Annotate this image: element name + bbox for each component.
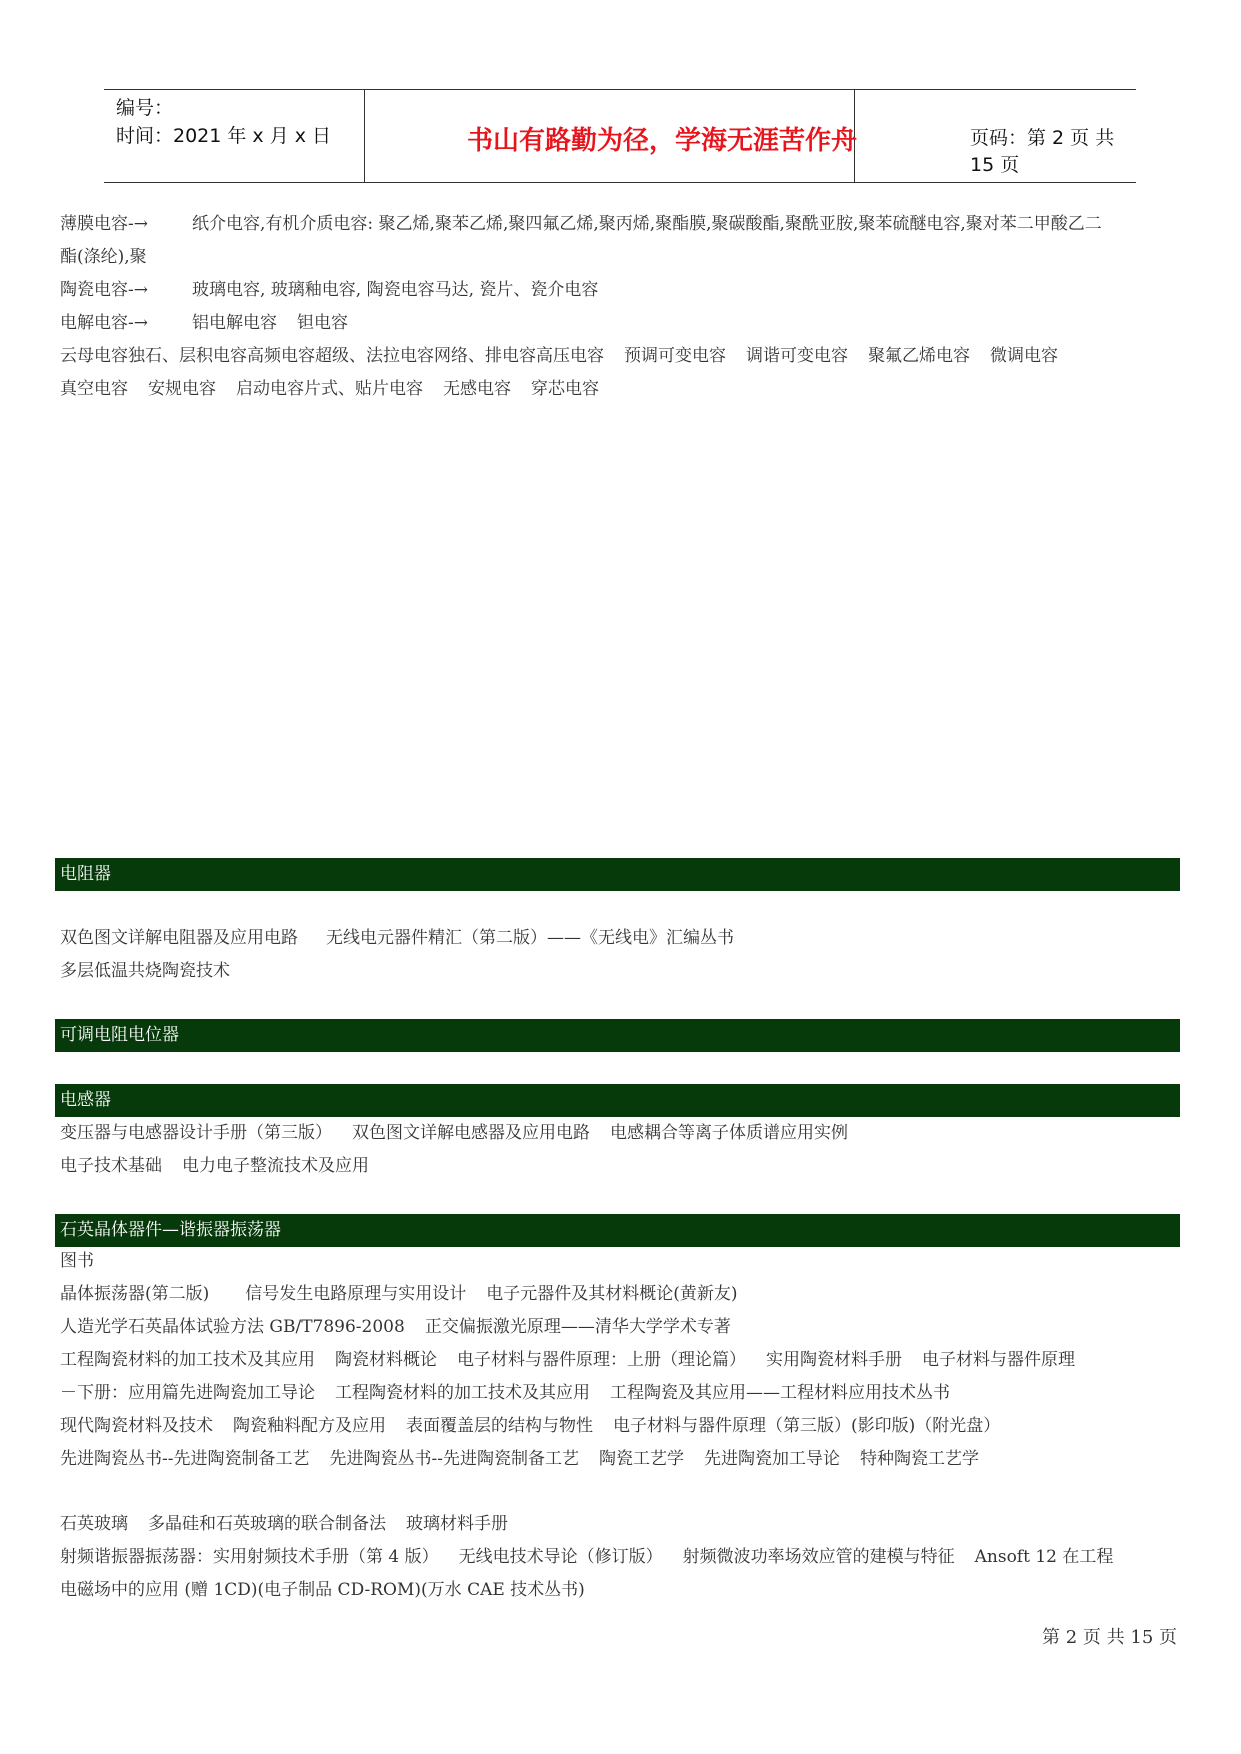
text-line: 电解电容-→ 铝电解电容 钽电容	[60, 313, 348, 333]
text-line: 工程陶瓷材料的加工技术及其应用 陶瓷材料概论 电子材料与器件原理：上册（理论篇） 实用陶瓷材料手册 电子材料与器件原理	[60, 1350, 1075, 1370]
section-header-quartz: 石英晶体器件—谐振器振荡器	[55, 1214, 1180, 1247]
header-meta	[116, 94, 331, 150]
text-line: 射频谐振器振荡器：实用射频技术手册（第 4 版） 无线电技术导论（修订版） 射频微波功率场效应管的建模与特征 Ansoft 12 在工程	[60, 1547, 1114, 1567]
text-line: 电磁场中的应用 (赠 1CD)(电子制品 CD-ROM)(万水 CAE 技术丛书)	[60, 1580, 585, 1600]
text-line: 薄膜电容-→ 纸介电容,有机介质电容: 聚乙烯,聚苯乙烯,聚四氟乙烯,聚丙烯,聚酯膜,聚碳酸酯,聚酰亚胺,聚苯硫醚电容,聚对苯二甲酸乙二	[60, 214, 1102, 234]
text-line: 现代陶瓷材料及技术 陶瓷釉料配方及应用 表面覆盖层的结构与物性 电子材料与器件原理（第三版）(影印版)（附光盘）	[60, 1416, 1001, 1436]
header-divider	[364, 90, 365, 182]
header-motto: 书山有路勤为径，学海无涯苦作舟	[466, 126, 857, 156]
text-line: 图书	[60, 1251, 94, 1271]
section-header-resistor: 电阻器	[55, 858, 1180, 891]
text-line: 酯(涤纶),聚	[60, 247, 147, 267]
section-header-potentiometer: 可调电阻电位器	[55, 1019, 1180, 1052]
doc-time-label: 时间：2021 年 x 月 x 日	[116, 125, 332, 147]
section-header-inductor: 电感器	[55, 1084, 1180, 1117]
text-line: 变压器与电感器设计手册（第三版） 双色图文详解电感器及应用电路 电感耦合等离子体质谱应用实例	[60, 1123, 848, 1143]
header-page-label: 页码：第 2 页 共 15 页	[970, 127, 1115, 176]
text-line: 真空电容 安规电容 启动电容片式、贴片电容 无感电容 穿芯电容	[60, 379, 599, 399]
text-line: 云母电容独石、层积电容高频电容超级、法拉电容网络、排电容高压电容 预调可变电容 调谐可变电容 聚氟乙烯电容 微调电容	[60, 346, 1058, 366]
text-line: 先进陶瓷丛书--先进陶瓷制备工艺 先进陶瓷丛书--先进陶瓷制备工艺 陶瓷工艺学 先进陶瓷加工导论 特种陶瓷工艺学	[60, 1449, 979, 1469]
text-line: 多层低温共烧陶瓷技术	[60, 961, 230, 981]
text-line: 人造光学石英晶体试验方法 GB/T7896-2008 正交偏振激光原理——清华大学学术专著	[60, 1317, 731, 1337]
text-line: 石英玻璃 多晶硅和石英玻璃的联合制备法 玻璃材料手册	[60, 1514, 508, 1534]
doc-number-label: 编号：	[116, 97, 174, 119]
text-line: 陶瓷电容-→ 玻璃电容, 玻璃釉电容, 陶瓷电容马达, 瓷片、瓷介电容	[60, 280, 599, 300]
page-footer: 第 2 页 共 15 页	[1042, 1627, 1177, 1648]
page-header	[104, 89, 1136, 183]
text-line: 电子技术基础 电力电子整流技术及应用	[60, 1156, 369, 1176]
text-line: 晶体振荡器(第二版) 信号发生电路原理与实用设计 电子元器件及其材料概论(黄新友)	[60, 1284, 738, 1304]
text-line: 双色图文详解电阻器及应用电路 无线电元器件精汇（第二版）——《无线电》汇编丛书	[60, 928, 734, 948]
text-line: －下册：应用篇先进陶瓷加工导论 工程陶瓷材料的加工技术及其应用 工程陶瓷及其应用——工程材料应用技术丛书	[60, 1383, 950, 1403]
